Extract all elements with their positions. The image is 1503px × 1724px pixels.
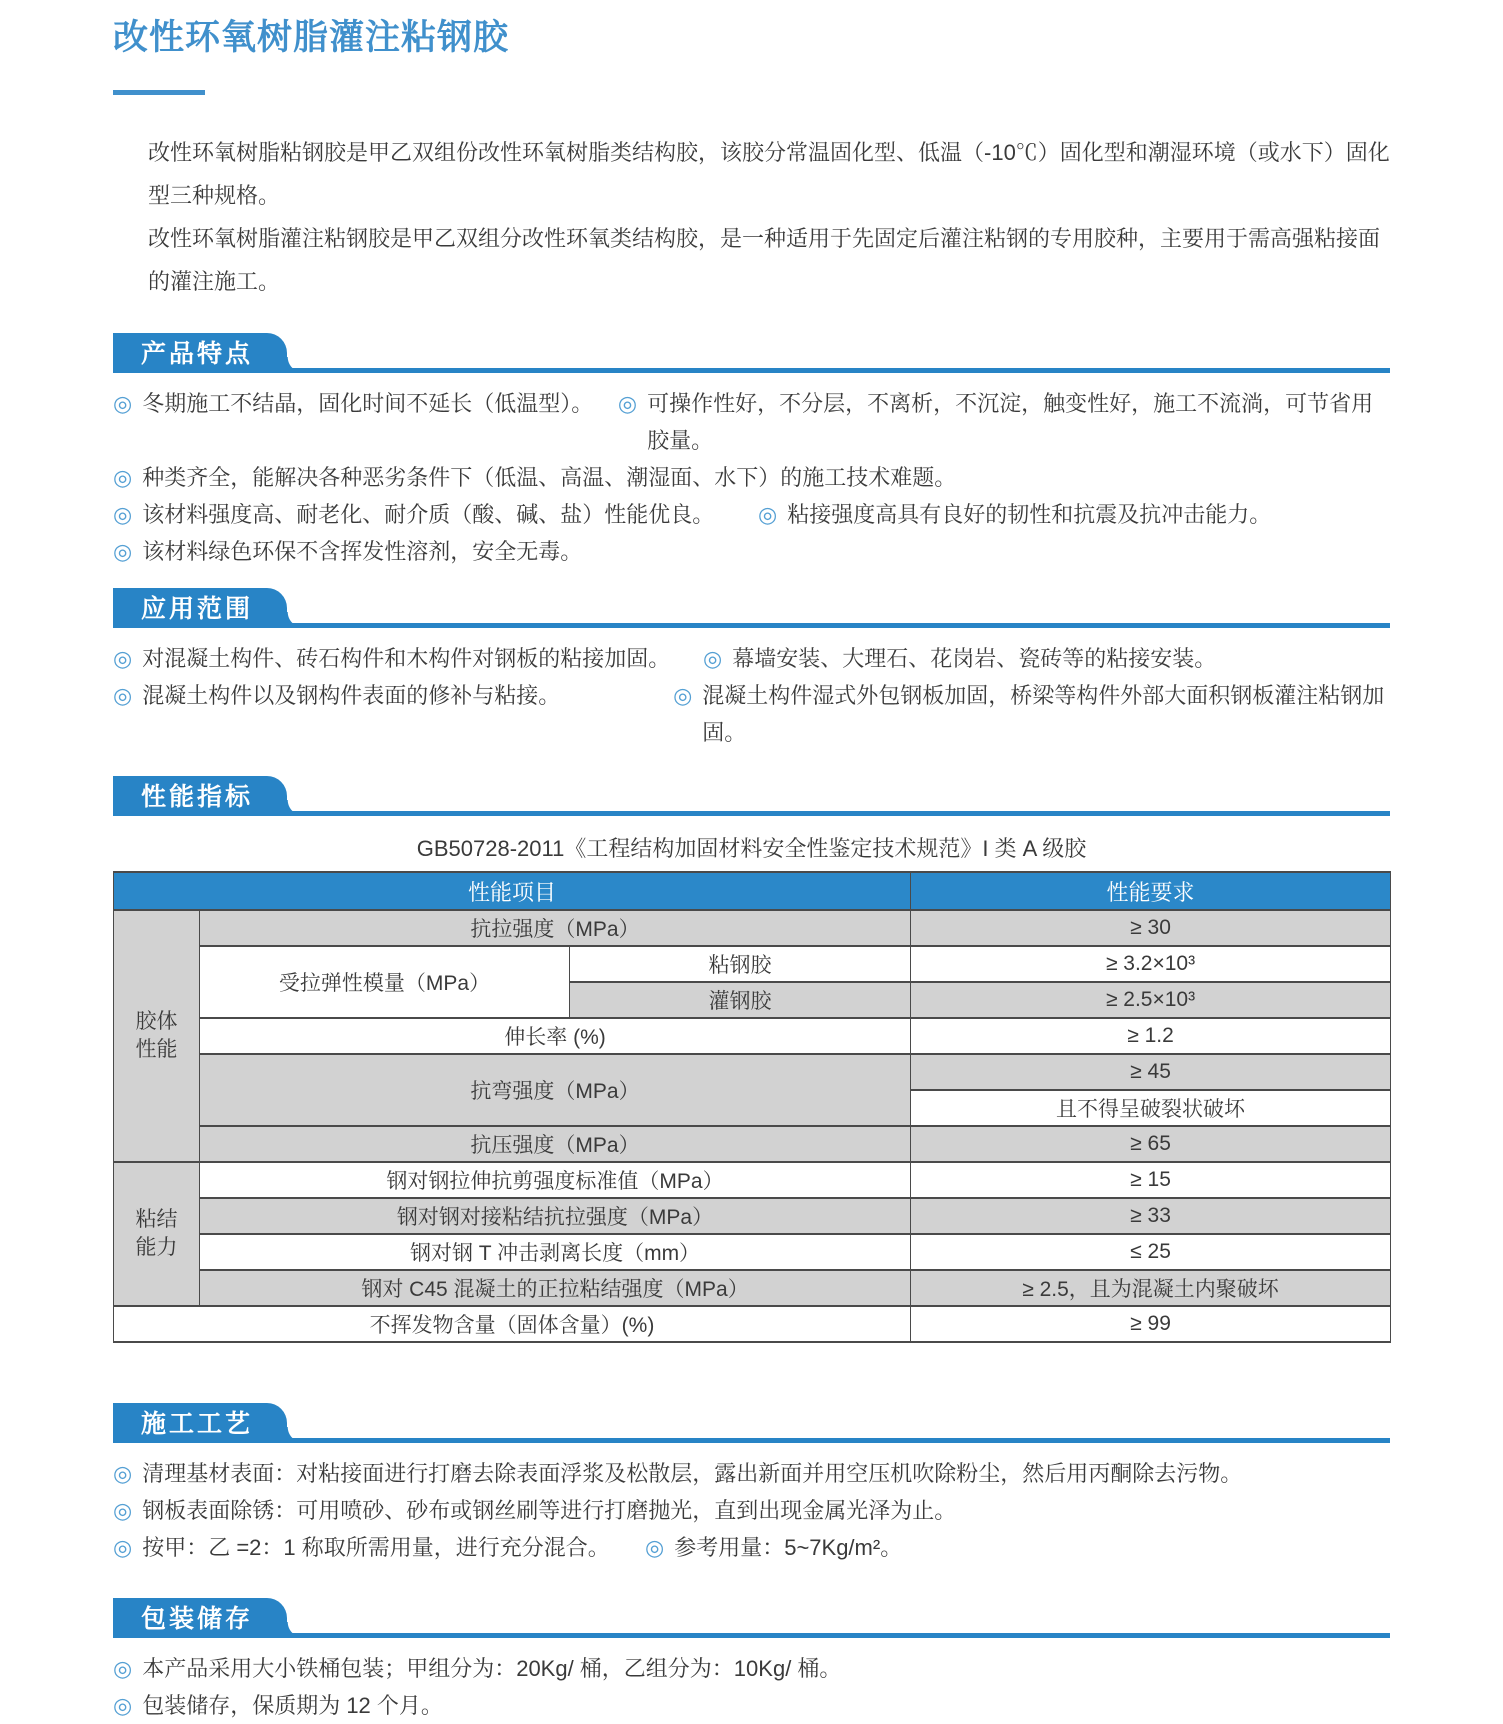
cell-requirement: ≥ 30 <box>911 910 1391 946</box>
double-circle-bullet-icon: ◎ <box>758 502 778 527</box>
cell-requirement: ≥ 99 <box>911 1306 1391 1342</box>
cell-property: 钢对钢拉伸抗剪强度标准值（MPa） <box>200 1162 911 1198</box>
list-row <box>113 1650 1390 1687</box>
section-heading: 产品特点 <box>141 340 254 368</box>
cell-subproperty: 灌钢胶 <box>570 982 911 1018</box>
list-item-text: 该材料强度高、耐老化、耐介质（酸、碱、盐）性能优良。 <box>142 502 715 527</box>
packaging-list <box>113 1650 1390 1724</box>
section-tab <box>113 1598 287 1638</box>
process-list <box>113 1455 1390 1566</box>
double-circle-bullet-icon: ◎ <box>617 391 638 416</box>
cell-requirement: ≥ 33 <box>911 1198 1391 1234</box>
list-item-text: 包装储存，保质期为 12 个月。 <box>142 1693 443 1718</box>
cell-requirement: ≥ 65 <box>911 1126 1391 1162</box>
cell-requirement: 且不得呈破裂状破坏 <box>911 1090 1391 1126</box>
list-item <box>758 496 1271 533</box>
cell-requirement: ≤ 25 <box>911 1234 1391 1270</box>
category-cell-body: 胶体性能 <box>114 910 200 1162</box>
section-header-packaging <box>113 1598 1390 1638</box>
cell-property: 伸长率 (%) <box>200 1018 911 1054</box>
cell-property: 不挥发物含量（固体含量）(%) <box>114 1306 911 1342</box>
double-circle-bullet-icon: ◎ <box>113 646 133 671</box>
list-item-text: 参考用量：5~7Kg/m²。 <box>674 1535 903 1560</box>
list-item <box>645 1529 902 1566</box>
list-item-text: 对混凝土构件、砖石构件和木构件对钢板的粘接加固。 <box>142 646 671 671</box>
features-list <box>113 385 1390 570</box>
table-row <box>114 1306 1391 1342</box>
table-row <box>114 1126 1391 1162</box>
cell-requirement: ≥ 2.5，且为混凝土内聚破坏 <box>911 1270 1391 1306</box>
title-underline <box>113 90 205 95</box>
list-item <box>113 533 582 570</box>
list-item <box>113 1650 841 1687</box>
list-row <box>113 1455 1390 1492</box>
section-heading: 包装储存 <box>141 1605 254 1633</box>
cell-requirement: ≥ 1.2 <box>911 1018 1391 1054</box>
list-item <box>618 385 1390 459</box>
list-row <box>113 1492 1390 1529</box>
list-row <box>113 459 1390 496</box>
double-circle-bullet-icon: ◎ <box>113 502 133 527</box>
cell-property: 抗压强度（MPa） <box>200 1126 911 1162</box>
list-item <box>113 640 703 677</box>
cell-property: 受拉弹性模量（MPa） <box>200 946 570 1018</box>
double-circle-bullet-icon: ◎ <box>113 1535 133 1560</box>
section-tab <box>113 1403 287 1443</box>
list-item-text: 钢板表面除锈：可用喷砂、砂布或钢丝刷等进行打磨抛光，直到出现金属光泽为止。 <box>142 1498 957 1523</box>
section-header-process <box>113 1403 1390 1443</box>
list-item <box>113 496 758 533</box>
column-header-requirement: 性能要求 <box>911 872 1391 910</box>
list-item-text: 混凝土构件湿式外包钢板加固，桥梁等构件外部大面积钢板灌注粘钢加固。 <box>702 683 1385 745</box>
list-item <box>673 677 1390 751</box>
list-item <box>113 1492 956 1529</box>
section-header-performance <box>113 776 1390 816</box>
double-circle-bullet-icon: ◎ <box>113 539 133 564</box>
table-row <box>114 1270 1391 1306</box>
list-item-text: 粘接强度高具有良好的韧性和抗震及抗冲击能力。 <box>787 502 1272 527</box>
cell-requirement: ≥ 45 <box>911 1054 1391 1090</box>
intro-paragraphs <box>113 131 1390 303</box>
list-item <box>113 677 673 714</box>
table-row <box>114 1018 1391 1054</box>
table-header-row <box>114 872 1391 910</box>
list-row <box>113 640 1390 677</box>
list-item <box>113 385 618 422</box>
section-tab <box>113 333 287 373</box>
double-circle-bullet-icon: ◎ <box>113 391 133 416</box>
section-heading: 性能指标 <box>141 783 254 811</box>
double-circle-bullet-icon: ◎ <box>113 1461 133 1486</box>
list-item-text: 清理基材表面：对粘接面进行打磨去除表面浮浆及松散层，露出新面并用空压机吹除粉尘，然后用丙酮除去污物。 <box>142 1461 1243 1486</box>
double-circle-bullet-icon: ◎ <box>645 1535 665 1560</box>
table-row <box>114 1054 1391 1090</box>
list-item-text: 可操作性好，不分层，不离析，不沉淀，触变性好，施工不流淌，可节省用胶量。 <box>647 391 1374 453</box>
section-heading: 施工工艺 <box>141 1410 254 1438</box>
section-tab <box>113 776 287 816</box>
table-standard-caption: GB50728-2011《工程结构加固材料安全性鉴定技术规范》I 类 A 级胶 <box>416 836 1087 861</box>
list-item <box>703 640 1216 677</box>
table-row <box>114 946 1391 982</box>
cell-property: 钢对 C45 混凝土的正拉粘结强度（MPa） <box>200 1270 911 1306</box>
list-row <box>113 385 1390 459</box>
list-row <box>113 533 1390 570</box>
cell-property: 钢对钢 T 冲击剥离长度（mm） <box>200 1234 911 1270</box>
performance-table <box>113 871 1391 1343</box>
list-item-text: 该材料绿色环保不含挥发性溶剂，安全无毒。 <box>142 539 583 564</box>
cell-property: 抗弯强度（MPa） <box>200 1054 911 1126</box>
list-item <box>113 1687 443 1724</box>
list-item-text: 幕墙安装、大理石、花岗岩、瓷砖等的粘接安装。 <box>732 646 1217 671</box>
double-circle-bullet-icon: ◎ <box>113 465 133 490</box>
section-heading: 应用范围 <box>141 595 254 623</box>
intro-line: 改性环氧树脂灌注粘钢胶是甲乙双组分改性环氧类结构胶，是一种适用于先固定后灌注粘钢的专用胶种，主要用于需高强粘接面的灌注施工。 <box>148 226 1381 294</box>
double-circle-bullet-icon: ◎ <box>113 683 133 708</box>
list-item-text: 按甲：乙 =2：1 称取所需用量，进行充分混合。 <box>142 1535 610 1560</box>
table-row <box>114 910 1391 946</box>
double-circle-bullet-icon: ◎ <box>673 683 693 708</box>
cell-subproperty: 粘钢胶 <box>570 946 911 982</box>
double-circle-bullet-icon: ◎ <box>113 1693 133 1718</box>
double-circle-bullet-icon: ◎ <box>703 646 723 671</box>
list-item-text: 混凝土构件以及钢构件表面的修补与粘接。 <box>142 683 561 708</box>
cell-property: 钢对钢对接粘结抗拉强度（MPa） <box>200 1198 911 1234</box>
cell-property: 抗拉强度（MPa） <box>200 910 911 946</box>
table-row <box>114 1162 1391 1198</box>
list-item-text: 冬期施工不结晶，固化时间不延长（低温型）。 <box>142 391 594 416</box>
list-item-text: 本产品采用大小铁桶包装；甲组分为：20Kg/ 桶，乙组分为：10Kg/ 桶。 <box>142 1656 842 1681</box>
double-circle-bullet-icon: ◎ <box>113 1498 133 1523</box>
applications-list <box>113 640 1390 751</box>
table-row <box>114 1198 1391 1234</box>
category-cell-bond: 粘结能力 <box>114 1162 200 1306</box>
section-tab <box>113 588 287 628</box>
table-row <box>114 1234 1391 1270</box>
section-header-features <box>113 333 1390 373</box>
section-header-applications <box>113 588 1390 628</box>
list-item <box>113 1455 1242 1492</box>
cell-requirement: ≥ 15 <box>911 1162 1391 1198</box>
list-item-text: 种类齐全，能解决各种恶劣条件下（低温、高温、潮湿面、水下）的施工技术难题。 <box>142 465 957 490</box>
double-circle-bullet-icon: ◎ <box>113 1656 133 1681</box>
list-row <box>113 496 1390 533</box>
cell-requirement: ≥ 2.5×10³ <box>911 982 1391 1018</box>
list-row <box>113 1687 1390 1724</box>
intro-line: 改性环氧树脂粘钢胶是甲乙双组份改性环氧树脂类结构胶，该胶分常温固化型、低温（-10℃）固化型和潮湿环境（或水下）固化型三种规格。 <box>148 140 1390 208</box>
column-header-property: 性能项目 <box>114 872 911 910</box>
list-item <box>113 459 956 496</box>
cell-requirement: ≥ 3.2×10³ <box>911 946 1391 982</box>
list-item <box>113 1529 645 1566</box>
page-title: 改性环氧树脂灌注粘钢胶 <box>113 18 510 57</box>
list-row <box>113 1529 1390 1566</box>
list-row <box>113 677 1390 751</box>
